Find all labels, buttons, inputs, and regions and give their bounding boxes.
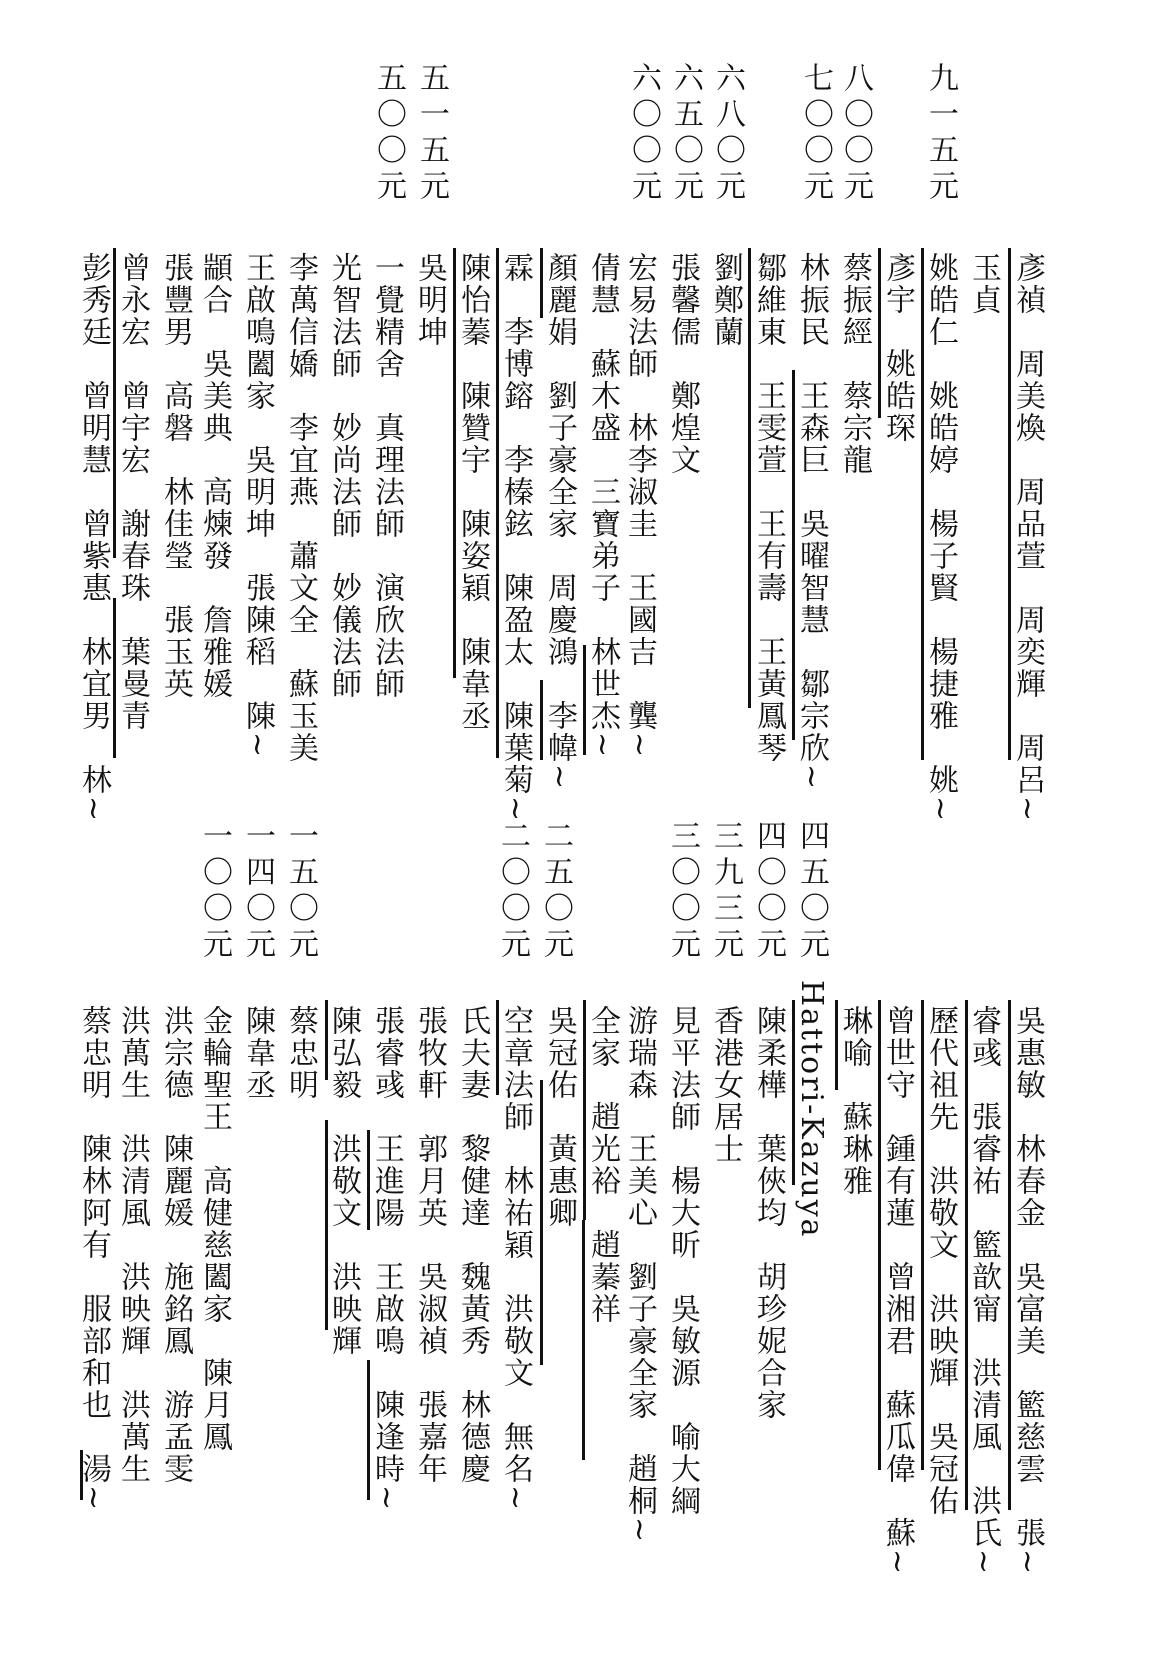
donor-column: 吳惠敏 林春金 吳富美 籃慈雲 張~ [1010, 1005, 1045, 1577]
amount: 四〇〇元 [751, 820, 786, 964]
donor-column: 李萬信嬌 李宜燕 蕭文全 蘇玉美 [283, 252, 318, 764]
donor-column: 吳明坤 [412, 252, 447, 348]
donor-column: 蔡忠明 [283, 1005, 318, 1101]
amount: 六五〇元 [668, 62, 703, 206]
top-section [0, 0, 1167, 824]
donor-column: 霖 李博鎔 李榛鉉 陳盈太 陳葉菊~ [498, 252, 533, 824]
donor-column: 洪宗德 陳麗媛 施銘鳳 游孟雯 [158, 1005, 193, 1485]
donor-column: 陳韋丞 [240, 1005, 275, 1101]
donor-column: 蔡振經 蔡宗龍 [837, 252, 872, 476]
donor-column: 張牧軒 郭月英 吳淑禎 張嘉年 [412, 1005, 447, 1485]
amount: 八〇〇元 [838, 62, 873, 206]
donor-column: 張睿彧 王進陽 王啟鳴 陳逢時~ [369, 1005, 404, 1513]
amount: 一〇〇元 [197, 820, 232, 964]
donor-column: 倩慧 蘇木盛 三寶弟子 林世杰~ [585, 252, 620, 760]
amount: 六八〇元 [710, 62, 745, 206]
donor-column: 顓合 吳美典 高煉發 詹雅媛 [197, 252, 232, 700]
donor-column: 陳弘毅 洪敬文 洪映輝 [326, 1005, 361, 1357]
amount: 九一五元 [923, 62, 958, 206]
amount: 二〇〇元 [495, 820, 530, 964]
donor-column: 林振民 王森巨 吳曜智慧 鄒宗欣~ [794, 252, 829, 792]
donor-column: 吳冠佑 黃惠卿 [542, 1005, 577, 1229]
amount: 六〇〇元 [626, 62, 661, 206]
amount: 一四〇元 [240, 820, 275, 964]
amount: 四五〇元 [794, 820, 829, 964]
donor-column: 鄒維東 王雯萱 王有壽 王黃鳳琴 [751, 252, 786, 764]
donor-column: 張豐男 高磐 林佳瑩 張玉英 [158, 252, 193, 700]
donor-column: 歷代祖先 洪敬文 洪映輝 吳冠佑 [923, 1005, 958, 1517]
donor-column: 一覺精舍 真理法師 演欣法師 [369, 252, 404, 700]
donor-column: 彭秀廷 曾明慧 曾紫惠 林宜男 林~ [76, 252, 111, 824]
donor-column: 蔡忠明 陳林阿有 服部和也 湯~ [76, 1005, 111, 1513]
donor-column: 姚皓仁 姚皓婷 楊子賢 楊捷雅 姚~ [923, 252, 958, 824]
amount: 一五〇元 [283, 820, 318, 964]
donor-column: 宏易法師 林李淑圭 王國吉 龔~ [622, 252, 657, 760]
donor-column: 空章法師 林祐穎 洪敬文 無名~ [498, 1005, 533, 1513]
amount: 五一五元 [414, 62, 449, 206]
donor-column: 游瑞森 王美心 劉子豪全家 趙桐~ [622, 1005, 657, 1545]
donor-column: 彥宇 姚皓琛 [880, 252, 915, 444]
donor-column: 陳柔樺 葉俠均 胡珍妮合家 [751, 1005, 786, 1421]
donor-column: 王啟鳴闔家 吳明坤 張陳稻 陳~ [240, 252, 275, 760]
amount: 三九三元 [708, 820, 743, 964]
donor-column: 見平法師 楊大昕 吳敏源 喻大綱 [665, 1005, 700, 1517]
donor-column: 張馨儒 鄭煌文 [665, 252, 700, 476]
donor-column: Hattori-Kazuya [794, 980, 829, 1239]
donor-column: 曾世守 鍾有蓮 曾湘君 蘇瓜偉 蘇~ [880, 1005, 915, 1577]
amount: 七〇〇元 [798, 62, 833, 206]
donor-column: 曾永宏 曾宇宏 謝春珠 葉曼青 [115, 252, 150, 732]
amount: 五〇〇元 [371, 62, 406, 206]
donor-column: 玉貞 [966, 252, 1001, 316]
amount: 三〇〇元 [665, 820, 700, 964]
donor-column: 全家 趙光裕 趙蓁祥 [585, 1005, 620, 1325]
donor-column: 劉鄭蘭 [708, 252, 743, 348]
donor-column: 陳怡蓁 陳贊宇 陳姿穎 陳韋丞 [455, 252, 490, 732]
donor-column: 光智法師 妙尚法師 妙儀法師 [326, 252, 361, 700]
amount: 二五〇元 [538, 820, 573, 964]
donor-column: 氏夫妻 黎健達 魏黃秀 林德慶 [455, 1005, 490, 1485]
donor-column: 金輪聖王 高健慈闔家 陳月鳳 [197, 1005, 232, 1453]
donor-column: 洪萬生 洪清風 洪映輝 洪萬生 [115, 1005, 150, 1485]
bottom-section [0, 820, 1167, 1653]
donor-column: 顏麗娟 劉子豪全家 周慶鴻 李幃~ [542, 252, 577, 792]
donor-column: 琳喻 蘇琳雅 [837, 1005, 872, 1197]
donor-column: 彥禎 周美煥 周品萱 周奕輝 周呂~ [1010, 252, 1045, 824]
donor-column: 香港女居士 [708, 1005, 743, 1165]
donor-column: 睿彧 張睿祐 籃歆甯 洪清風 洪氏~ [966, 1005, 1001, 1577]
